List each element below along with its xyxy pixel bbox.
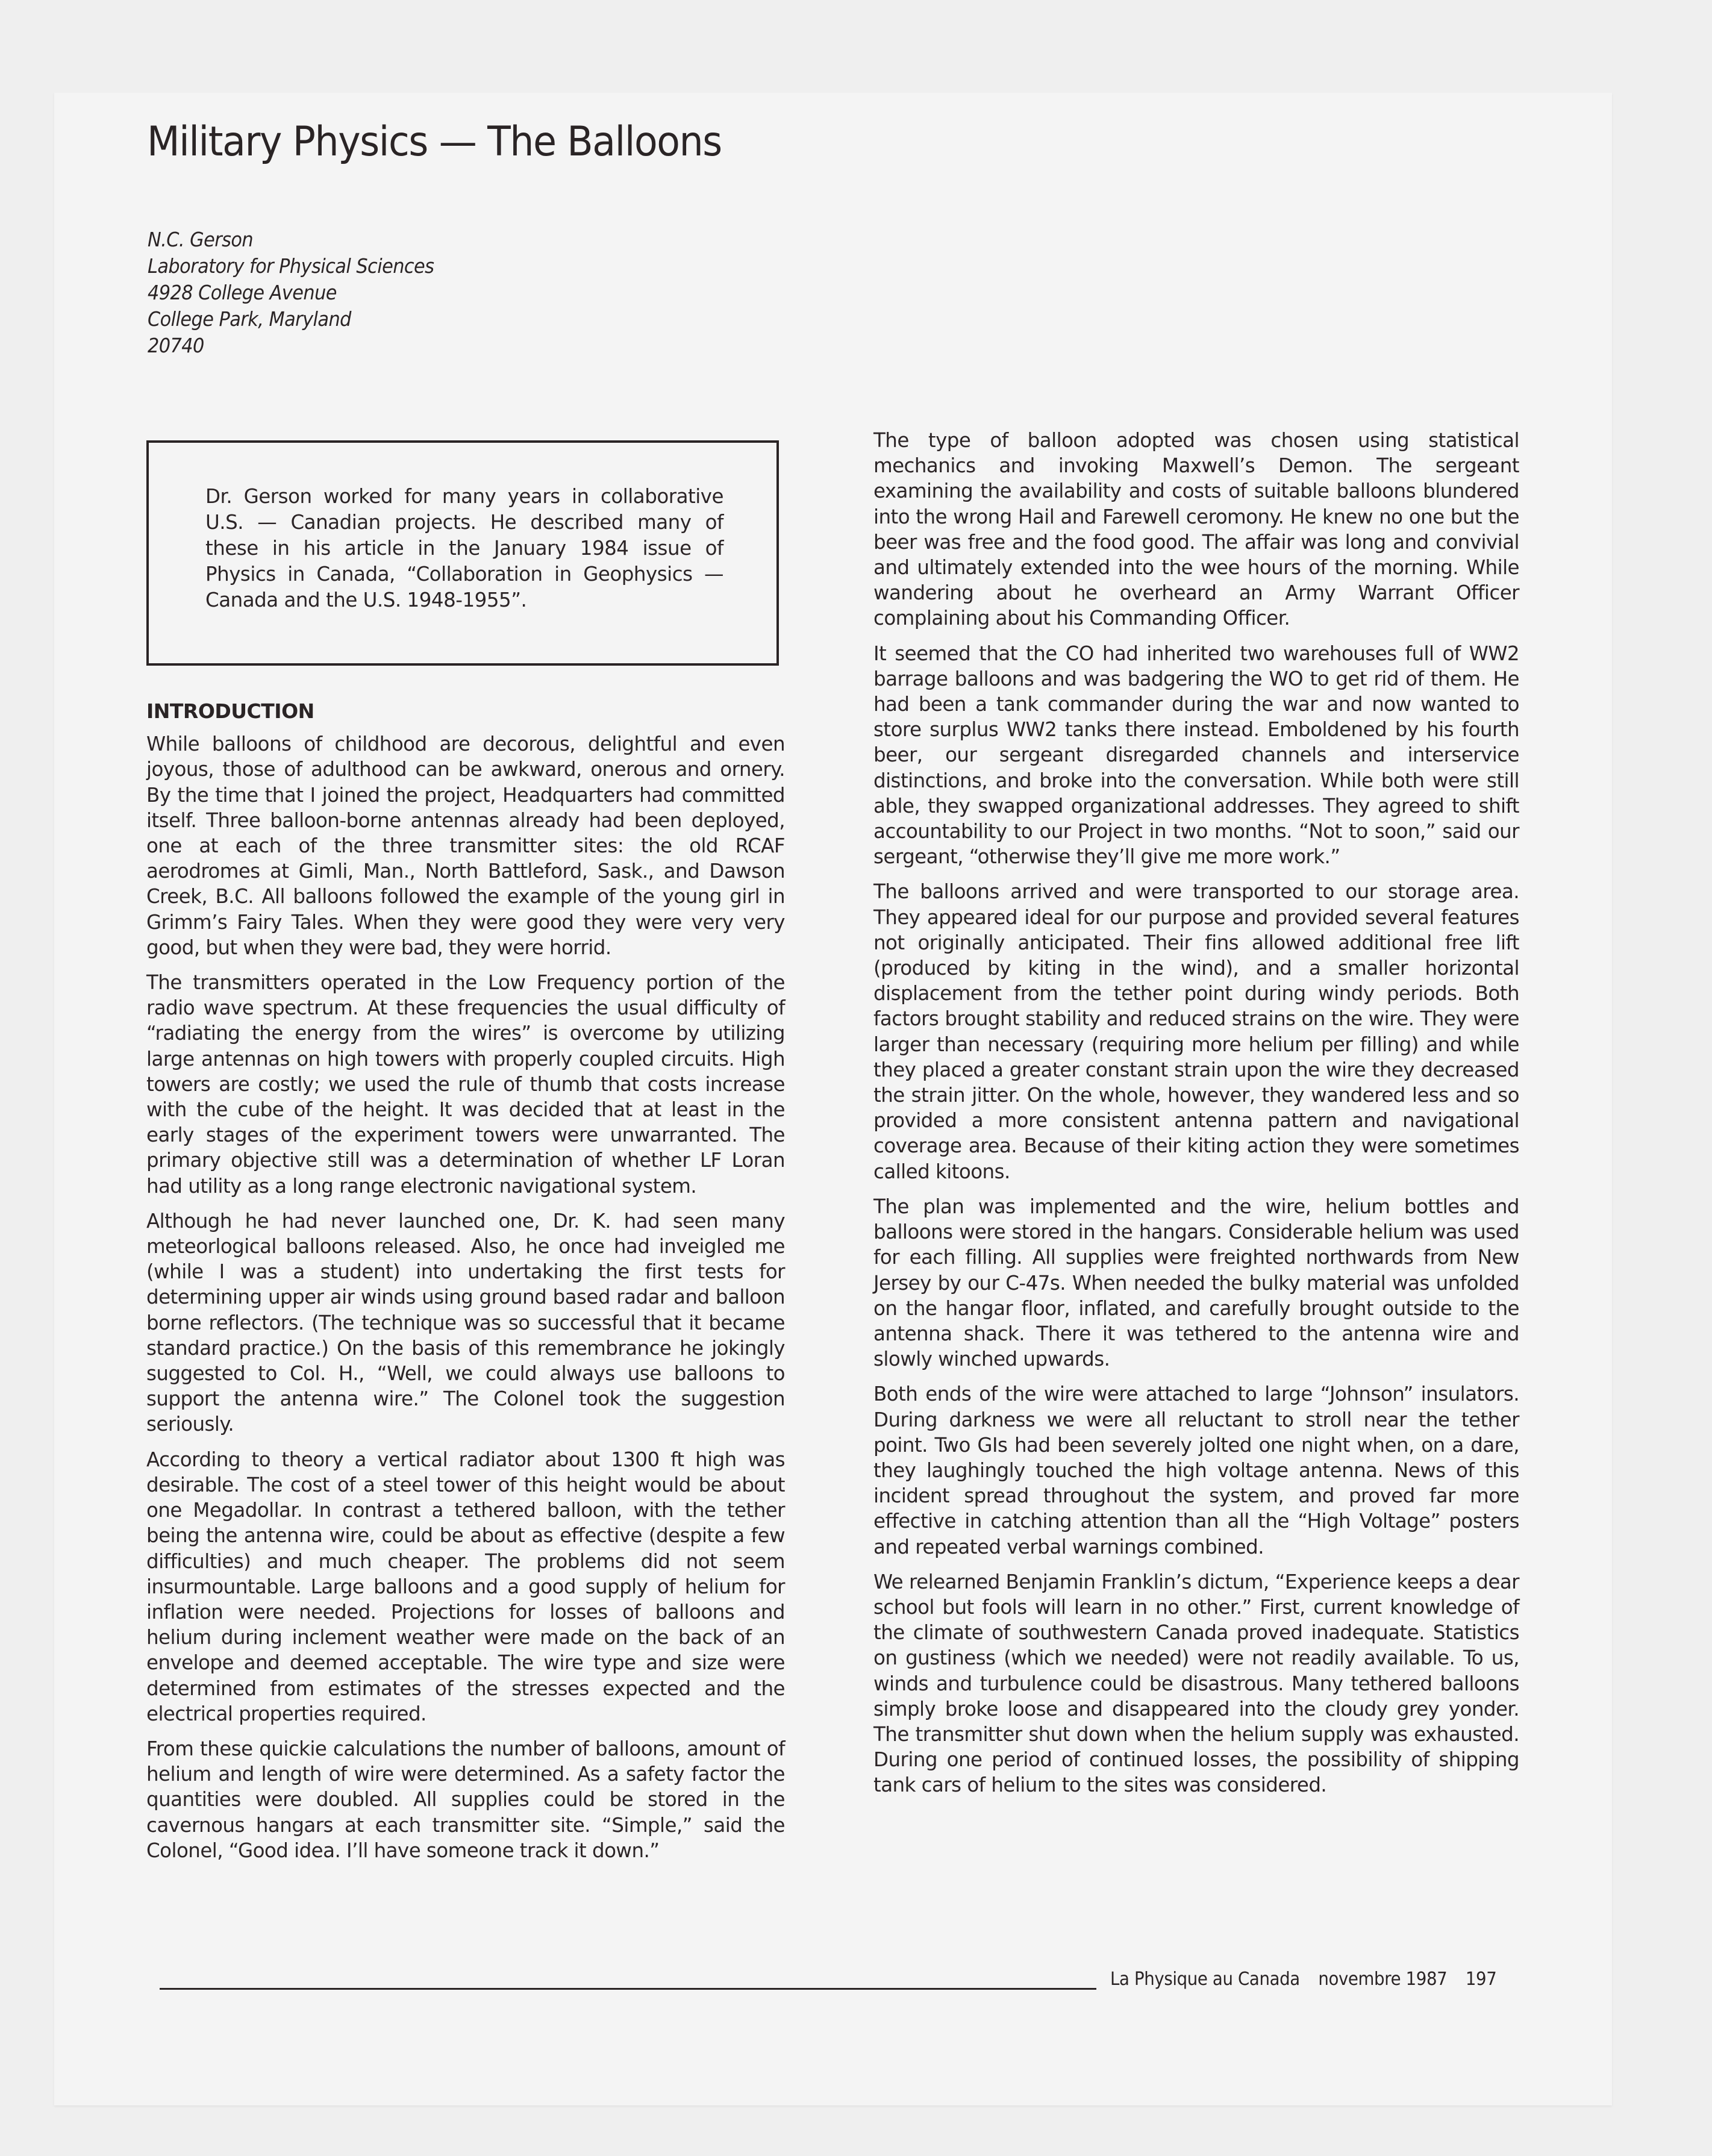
article-title: Military Physics — The Balloons bbox=[147, 118, 722, 166]
paragraph: The type of balloon adopted was chosen using statistical mechanics and invoking Maxwell’s Demon. The sergeant examining the availability and costs of suitable balloons blundered into the wrong Hail and Farewell ceromony. He knew no one but the beer was free and the food good. The affair was long and convivial and ultimately extended into the wee hours of the morning. While wandering about he overheard an Army Warrant Officer complaining about his Commanding Officer. bbox=[873, 429, 1519, 630]
section-heading-introduction: INTRODUCTION bbox=[146, 699, 314, 723]
paragraph: We relearned Benjamin Franklin’s dictum, “Experience keeps a dear school but fools will learn in no other.” First, current knowledge of the climate of southwestern Canada proved inadequate. Statistics on gustiness (which we needed) were not readily available. To us, winds and turbulence could be disastrous. Many tethered balloons simply broke loose and disappeared into the cloudy grey yonder. The transmitter shut down when the helium supply was exhausted. During one period of continued losses, the possibility of shipping tank cars of helium to the sites was considered. bbox=[873, 1570, 1519, 1797]
paragraph: The plan was implemented and the wire, helium bottles and balloons were stored in the hangars. Considerable helium was used for each filling. All supplies were freighted northwards from New Jersey by our C-47s. When needed the bulky material was unfolded on the hangar floor, inflated, and carefully brought outside to the antenna shack. There it was tethered to the antenna wire and slowly winched upwards. bbox=[873, 1195, 1519, 1371]
paragraph: It seemed that the CO had inherited two warehouses full of WW2 barrage balloons and was badgering the WO to get rid of them. He had been a tank commander during the war and now wanted to store surplus WW2 tanks there instead. Emboldened by his fourth beer, our sergeant disregarded channels and interservice distinctions, and broke into the conversation. While both were still able, they swapped organizational addresses. They agreed to shift accountability to our Project in two months. “Not to soon,” said our sergeant, “otherwise they’ll give me more work.” bbox=[873, 642, 1519, 869]
right-column bbox=[873, 428, 1519, 1808]
paragraph: The transmitters operated in the Low Frequency portion of the radio wave spectrum. At these frequencies the usual difficulty of “radiating the energy from the wires” is overcome by utilizing large antennas on high towers with properly coupled circuits. High towers are costly; we used the rule of thumb that costs increase with the cube of the height. It was decided that at least in the early stages of the experiment towers were unwarranted. The primary objective still was a determination of whether LF Loran had utility as a long range electronic navigational system. bbox=[146, 971, 785, 1198]
footer-journal-name: La Physique au Canada bbox=[1110, 1969, 1300, 1990]
paragraph: According to theory a vertical radiator about 1300 ft high was desirable. The cost of a steel tower of this height would be about one Megadollar. In contrast a tethered balloon, with the tether being the antenna wire, could be about as effective (despite a few difficulties) and much cheaper. The problems did not seem insurmountable. Large balloons and a good supply of helium for inflation were needed. Projections for losses of balloons and helium during inclement weather were made on the back of an envelope and deemed acceptable. The wire type and size were determined from estimates of the stresses expected and the electrical properties required. bbox=[146, 1448, 785, 1725]
author-affiliation: Laboratory for Physical Sciences bbox=[148, 254, 434, 278]
paragraph: The balloons arrived and were transported to our storage area. They appeared ideal for our purpose and provided several features not originally anticipated. Their fins allowed additional free lift (produced by kiting in the wind), and a smaller horizontal displacement from the tether point during windy periods. Both factors brought stability and reduced strains on the wire. They were larger than necessary (requiring more helium per filling) and while they placed a greater constant strain upon the wire they decreased the strain jitter. On the whole, however, they wandered less and so provided a more consistent antenna pattern and navigational coverage area. Because of their kiting action they were sometimes called kitoons. bbox=[873, 880, 1519, 1183]
author-street: 4928 College Avenue bbox=[148, 281, 337, 304]
author-city: College Park, Maryland bbox=[148, 307, 351, 331]
author-block bbox=[148, 227, 434, 359]
author-bio-text: Dr. Gerson worked for many years in collaborative U.S. — Canadian projects. He described many of these in his article in the January 1984 issue of Physics in Canada, “Collaboration in Geophysics — Canada and the U.S. 1948-1955”. bbox=[205, 485, 723, 611]
paragraph: Although he had never launched one, Dr. K. had seen many meteorlogical balloons released. Also, he once had inveigled me (while I was a student) into undertaking the first tests for determining upper air winds using ground based radar and balloon borne reflectors. (The technique was so successful that it became standard practice.) On the basis of this remembrance he jokingly suggested to Col. H., “Well, we could always use balloons to support the antenna wire.” The Colonel took the suggestion seriously. bbox=[146, 1209, 785, 1436]
paragraph: While balloons of childhood are decorous, delightful and even joyous, those of adulthood can be awkward, onerous and ornery. By the time that I joined the project, Headquarters had committed itself. Three balloon-borne antennas already had been deployed, one at each of the three transmitter sites: the old RCAF aerodromes at Gimli, Man., North Battleford, Sask., and Dawson Creek, B.C. All balloons followed the example of the young girl in Grimm’s Fairy Tales. When they were good they were very very good, but when they were bad, they were horrid. bbox=[146, 733, 785, 959]
footer-page-number: 197 bbox=[1465, 1969, 1497, 1990]
author-bio-box bbox=[146, 440, 779, 666]
author-postal-code: 20740 bbox=[148, 334, 204, 357]
running-footer bbox=[1110, 1969, 1496, 1990]
footer-rule bbox=[160, 1988, 1096, 1990]
paragraph: From these quickie calculations the number of balloons, amount of helium and length of wire were determined. As a safety factor the quantities were doubled. All supplies could be stored in the cavernous hangars at each transmitter site. “Simple,” said the Colonel, “Good idea. I’ll have someone track it down.” bbox=[146, 1737, 785, 1862]
paragraph: Both ends of the wire were attached to large “Johnson” insulators. During darkness we were all reluctant to stroll near the tether point. Two GIs had been severely jolted one night when, on a dare, they laughingly touched the high voltage antenna. News of this incident spread throughout the system, and proved far more effective in catching attention than all the “High Voltage” posters and repeated verbal warnings combined. bbox=[873, 1383, 1519, 1558]
left-column bbox=[146, 699, 785, 1873]
author-name: N.C. Gerson bbox=[148, 228, 254, 251]
footer-issue-date: novembre 1987 bbox=[1318, 1969, 1448, 1990]
